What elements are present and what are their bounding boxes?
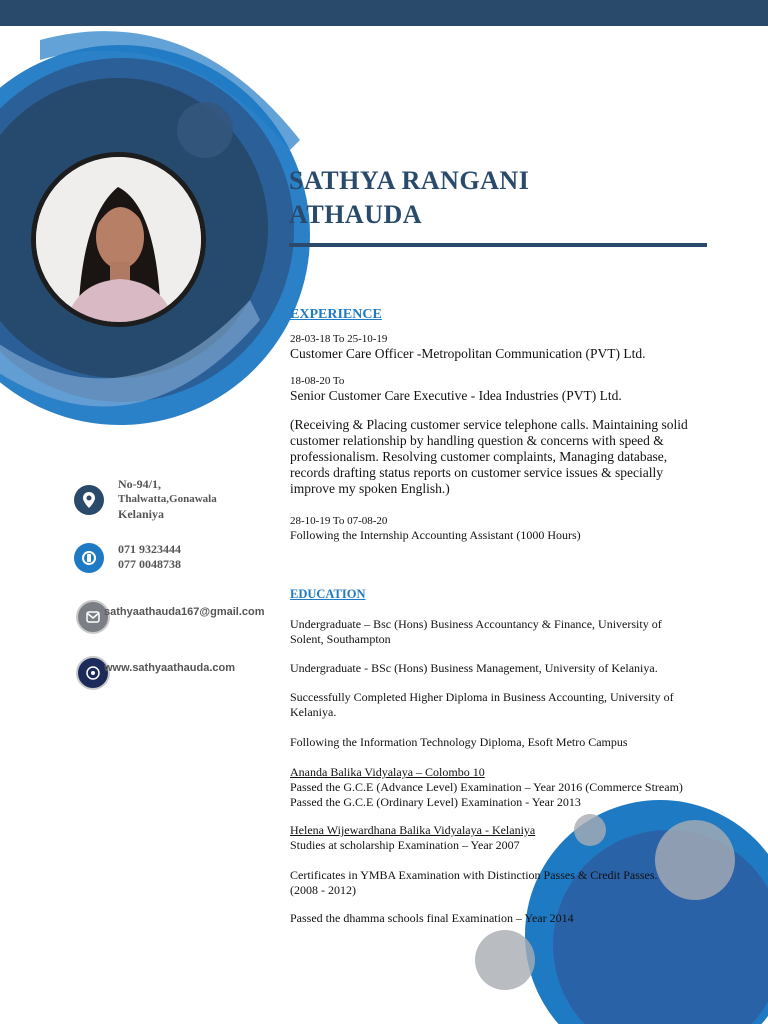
education-item-2: Undergraduate - BSc (Hons) Business Management, University of Kelaniya. — [290, 661, 658, 675]
profile-photo — [31, 152, 206, 327]
phone-numbers — [118, 542, 181, 572]
location-icon — [74, 485, 104, 515]
certificates: Certificates in YMBA Examination with Distinction Passes & Credit Passes. — [290, 868, 658, 882]
grey-splash-3 — [574, 814, 606, 846]
brush-spot — [177, 102, 233, 158]
address-line-3: Kelaniya — [118, 507, 165, 521]
experience-1-date: 28-03-18 To 25-10-19 — [290, 333, 388, 345]
education-item-4: Following the Information Technology Diploma, Esoft Metro Campus — [290, 735, 628, 749]
phone-icon — [74, 543, 104, 573]
address — [118, 477, 217, 522]
school-2-detail: Studies at scholarship Examination – Year 2007 — [290, 838, 520, 852]
phone-2[interactable]: 077 0048738 — [118, 557, 181, 571]
education-item-1: Undergraduate – Bsc (Hons) Business Accountancy & Finance, University of Solent, Southampton — [290, 617, 662, 646]
experience-heading: EXPERIENCE — [290, 307, 382, 322]
experience-2-title: Senior Customer Care Executive - Idea Industries (PVT) Ltd. — [290, 388, 622, 403]
name-divider — [289, 243, 707, 247]
school-1-ol: Passed the G.C.E (Ordinary Level) Examination - Year 2013 — [290, 795, 581, 809]
candidate-name — [289, 164, 529, 232]
name-line-1: SATHYA RANGANI — [289, 166, 530, 195]
school-1-al: Passed the G.C.E (Advance Level) Examination – Year 2016 (Commerce Stream) — [290, 780, 683, 794]
website-link[interactable]: www.sathyaathauda.com — [104, 662, 236, 674]
education-item-3: Successfully Completed Higher Diploma in Business Accounting, University of Kelaniya. — [290, 690, 674, 719]
internship-title: Following the Internship Accounting Assistant (1000 Hours) — [290, 528, 581, 542]
school-1-name: Ananda Balika Vidyalaya – Colombo 10 — [290, 765, 485, 779]
experience-2-date: 18-08-20 To — [290, 375, 345, 387]
education-heading: EDUCATION — [290, 587, 366, 601]
phone-1[interactable]: 071 9323444 — [118, 542, 181, 556]
school-2-name: Helena Wijewardhana Balika Vidyalaya - Kelaniya — [290, 823, 536, 837]
grey-splash-1 — [655, 820, 735, 900]
grey-splash-2 — [475, 930, 535, 990]
experience-1-title: Customer Care Officer -Metropolitan Communication (PVT) Ltd. — [290, 346, 646, 361]
email-link[interactable]: sathyaathauda167@gmail.com — [104, 606, 265, 618]
internship-date: 28-10-19 To 07-08-20 — [290, 515, 388, 527]
address-line-2: Thalwatta,Gonawala — [118, 493, 217, 505]
avatar-illustration — [36, 157, 201, 322]
address-line-1: No-94/1, — [118, 477, 161, 491]
certificates-years: (2008 - 2012) — [290, 883, 356, 897]
dhamma-exam: Passed the dhamma schools final Examination – Year 2014 — [290, 911, 574, 925]
name-line-2: ATHAUDA — [289, 200, 423, 229]
experience-description: (Receiving & Placing customer service telephone calls. Maintaining solid customer relationship by handling question & concerns with speed & professionalism. Resolving customer complaints, Managing database, records drafting status reports on customer service issues & specially improve my spoken English.) — [290, 417, 688, 496]
